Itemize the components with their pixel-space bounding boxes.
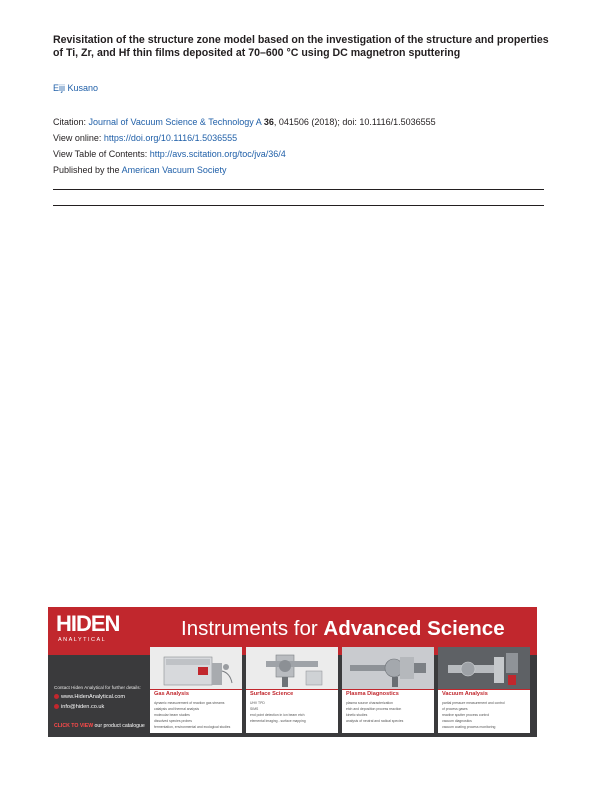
citation-line — [53, 116, 436, 128]
ad-contact-block — [54, 685, 148, 729]
panel-accent-bar — [150, 689, 242, 690]
panel-item: end point detection in ion beam etch — [250, 713, 305, 717]
panel-surface-science[interactable] — [246, 647, 338, 733]
cta-strong[interactable]: CLICK TO VIEW — [54, 723, 94, 729]
ad-tagline — [181, 616, 505, 642]
panel-item: catalysis and thermal analysis — [154, 707, 200, 711]
catalogue-cta[interactable] — [54, 723, 145, 729]
logo-subtitle: ANALYTICAL — [58, 637, 107, 643]
panel-accent-bar — [246, 689, 338, 690]
hiden-advertisement[interactable] — [48, 607, 537, 737]
website-row[interactable] — [54, 694, 125, 700]
toc-label: View Table of Contents: — [53, 149, 150, 159]
panel-item: elemental imaging - surface mapping — [250, 719, 306, 723]
panel-item: partial pressure measurement and control — [442, 701, 505, 705]
gas-analyzer-image — [150, 647, 242, 689]
email-row[interactable] — [54, 704, 104, 710]
panel-title: Gas Analysis — [154, 691, 189, 697]
panel-item: plasma source characterization — [346, 701, 393, 705]
publisher-link[interactable]: American Vacuum Society — [121, 165, 227, 175]
author-link[interactable]: Eiji Kusano — [53, 83, 99, 93]
panel-item: kinetic studies — [346, 713, 368, 717]
panel-gas-analysis[interactable] — [150, 647, 242, 733]
divider-bottom — [53, 205, 544, 206]
vacuum-analyzer-image — [438, 647, 530, 689]
panel-item: of process gases — [442, 707, 468, 711]
panel-accent-bar — [342, 689, 434, 690]
panel-item: SIMS — [250, 707, 259, 711]
panel-item: vacuum diagnostics — [442, 719, 472, 723]
hiden-logo — [52, 613, 130, 649]
tagline-light: Instruments for — [181, 617, 324, 640]
panel-plasma-diagnostics[interactable] — [342, 647, 434, 733]
panel-item: dynamic measurement of reaction gas streams — [154, 701, 225, 705]
plasma-probe-image — [342, 647, 434, 689]
publisher-line — [53, 164, 226, 176]
globe-icon — [54, 694, 59, 699]
panel-item: analysis of neutral and radical species — [346, 719, 404, 723]
citation-details: , 041506 (2018); doi: 10.1116/1.5036555 — [273, 117, 436, 127]
mail-icon — [54, 704, 59, 709]
divider-top — [53, 189, 544, 190]
email-link[interactable]: info@hiden.co.uk — [61, 704, 105, 710]
panel-item: UHV TPD — [250, 701, 265, 705]
panel-item: fermentation, environmental and ecological studies — [154, 725, 231, 729]
citation-label: Citation: — [53, 117, 89, 127]
journal-link[interactable]: Journal of Vacuum Science & Technology A — [88, 117, 262, 127]
panel-title: Vacuum Analysis — [442, 691, 488, 697]
doi-link[interactable]: https://doi.org/10.1116/1.5036555 — [103, 133, 238, 143]
publisher-label: Published by the — [53, 165, 122, 175]
website-link[interactable]: www.HidenAnalytical.com — [61, 694, 126, 700]
view-online-label: View online: — [53, 133, 104, 143]
panel-vacuum-analysis[interactable] — [438, 647, 530, 733]
logo-wordmark: HIDEN — [56, 611, 120, 636]
panel-accent-bar — [438, 689, 530, 690]
volume-number: 36 — [263, 117, 274, 127]
toc-link[interactable]: http://avs.scitation.org/toc/jva/36/4 — [149, 149, 286, 159]
cta-rest: our product catalogue — [93, 723, 145, 729]
toc-line — [53, 148, 286, 160]
article-title: Revisitation of the structure zone model based on the investigation of the structure and properties of Ti, Zr, and Hf thin films deposited at 70–600 °C using DC magnetron sputtering — [53, 34, 549, 59]
view-online-line — [53, 132, 237, 144]
panel-item: reactive sputter process control — [442, 713, 490, 717]
panel-item: molecular beam studies — [154, 713, 190, 717]
tagline-bold: Advanced Science — [323, 617, 505, 640]
surface-science-image — [246, 647, 338, 689]
panel-item: dissolved species probes — [154, 719, 192, 723]
contact-heading: Contact Hiden Analytical for further details: — [54, 685, 141, 690]
panel-item: vacuum coating process monitoring — [442, 725, 496, 729]
panel-title: Surface Science — [250, 691, 294, 697]
panel-title: Plasma Diagnostics — [346, 691, 399, 697]
panel-item: etch and deposition process reaction — [346, 707, 402, 711]
